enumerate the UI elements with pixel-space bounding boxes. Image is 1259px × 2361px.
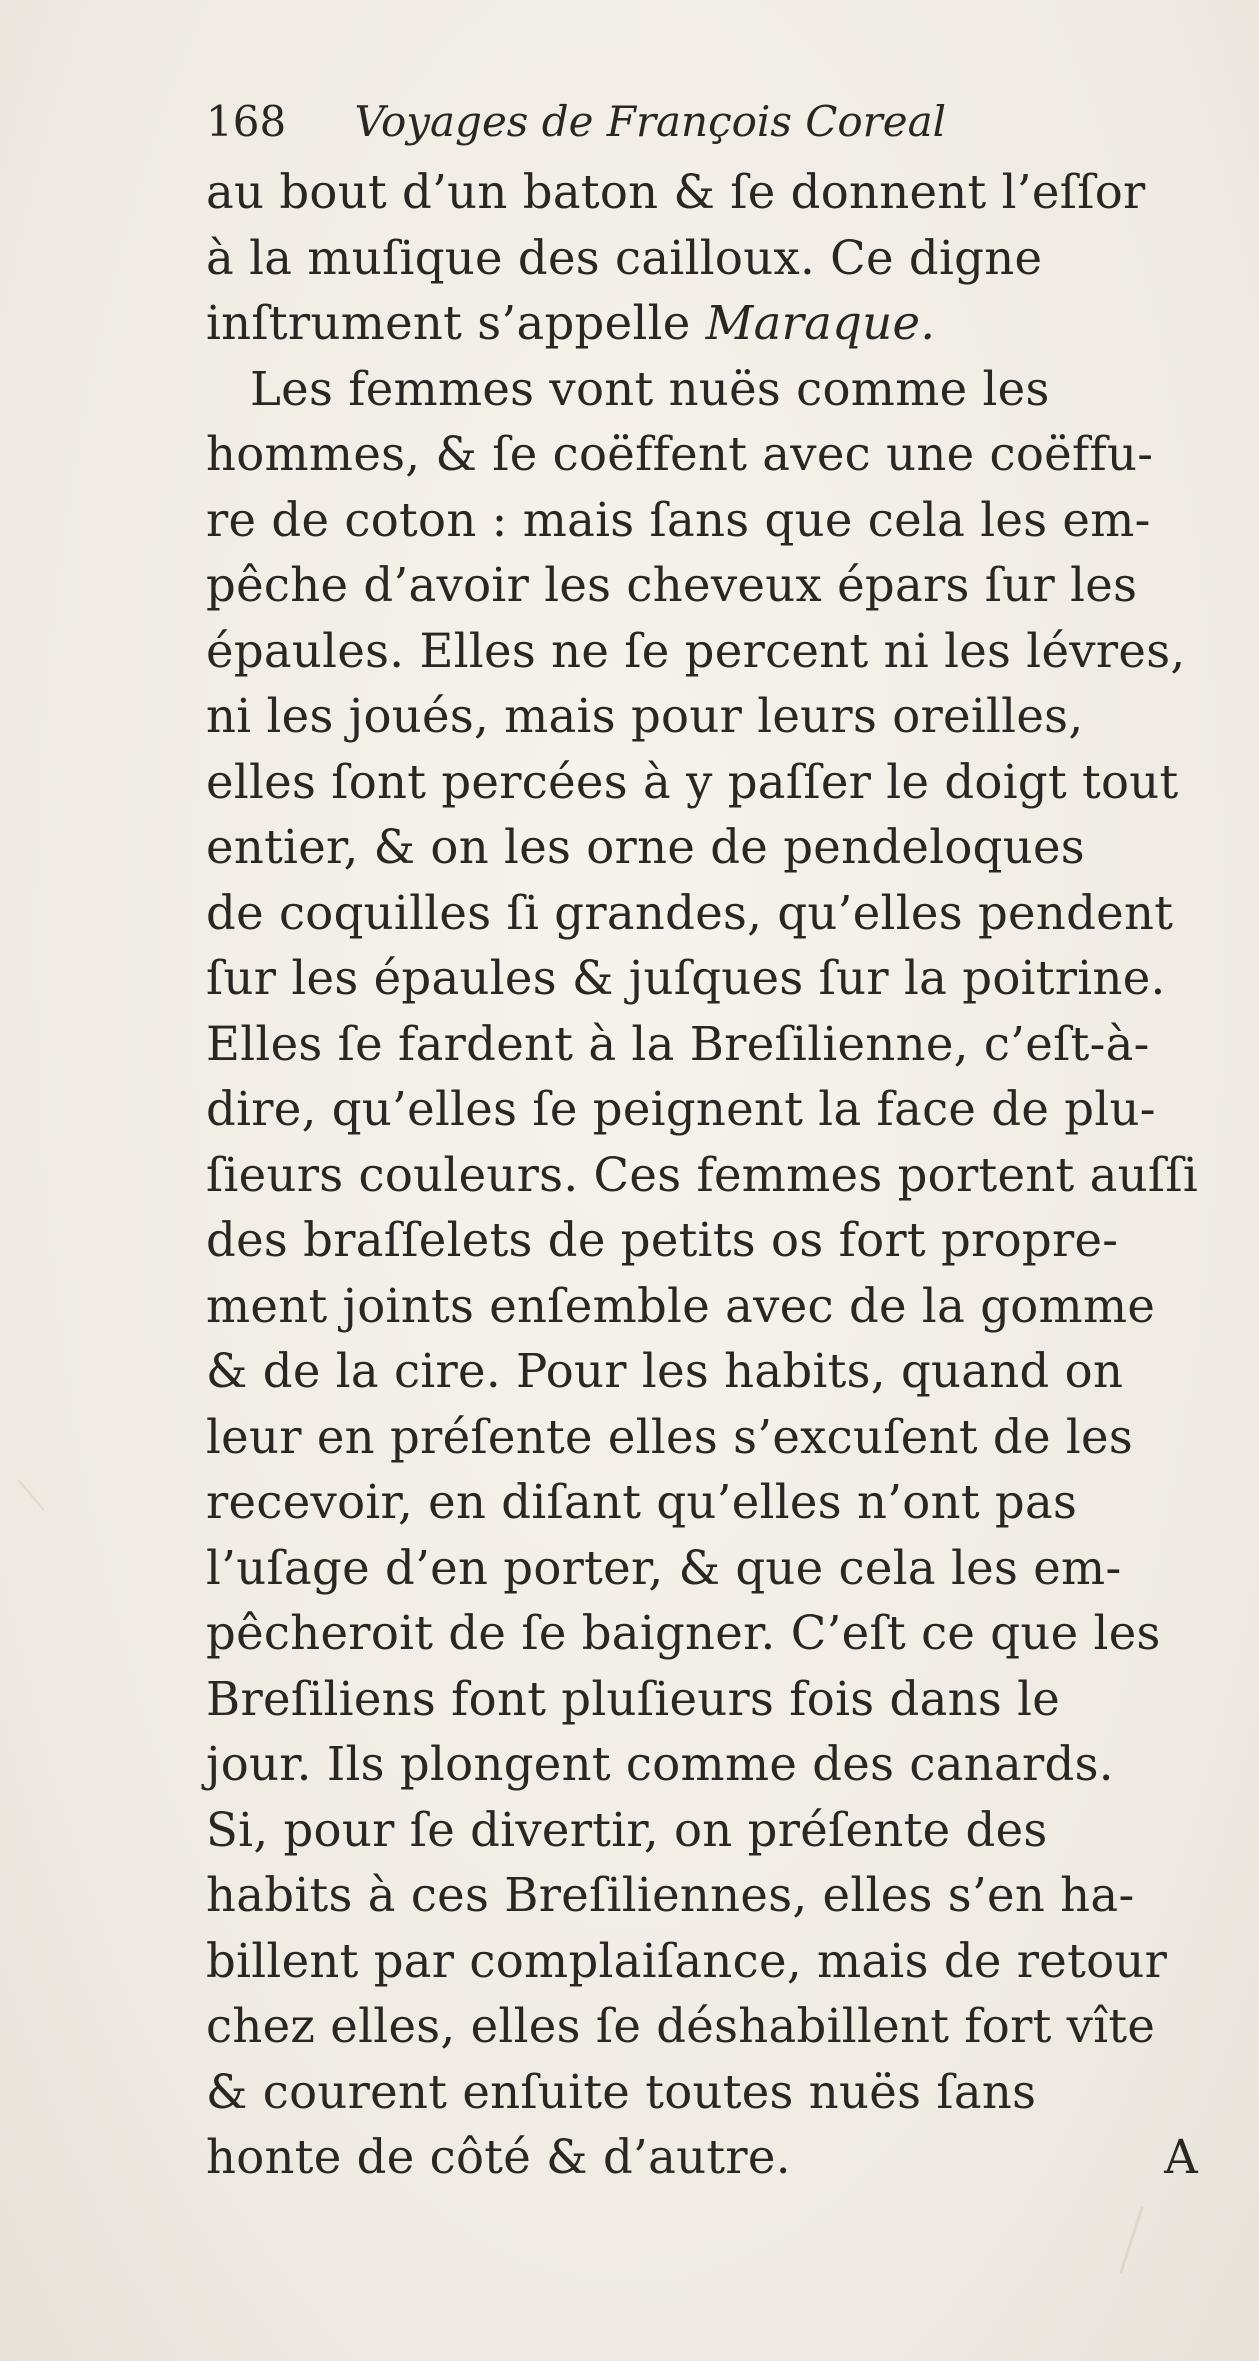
running-title: Voyages de François Coreal [354, 97, 947, 146]
text-line: Breſiliens font pluſieurs fois dans le [206, 1671, 1061, 1726]
text-line: chez elles, elles ſe déshabillent fort vîte [206, 1999, 1156, 2053]
paper-blemish [17, 1479, 44, 1511]
text-line-part: inſtrument s’appelle [206, 296, 706, 350]
text-line: hommes, & ſe coëffent avec une coëffu- [206, 427, 1154, 481]
text-line: ſur les épaules & juſques ſur la poitrine. [206, 951, 1166, 1005]
paragraph-first-line: Les femmes vont nuës comme les [250, 361, 1050, 416]
text-line: ni les joués, mais pour leurs oreilles, [206, 689, 1084, 743]
text-line: billent par complaiſance, mais de retour [206, 1933, 1168, 1988]
body-text [206, 160, 1206, 2191]
text-line: & de la cire. Pour les habits, quand on [206, 1344, 1124, 1398]
text-line: & courent enſuite toutes nuës ſans [206, 2064, 1037, 2119]
text-line: épaules. Elles ne ſe percent ni les lévres, [206, 623, 1186, 678]
italic-word-maraque: Maraque. [705, 296, 936, 350]
text-line: habits à ces Breſiliennes, elles s’en ha- [206, 1868, 1135, 1922]
text-line-part: honte de côté & d’autre. [206, 2130, 791, 2184]
page-header [206, 92, 1106, 152]
text-line: des braſſelets de petits os fort propre- [206, 1213, 1119, 1267]
text-line: pêcheroit de ſe baigner. C’eſt ce que les [206, 1606, 1161, 1660]
text-line: jour. Ils plongent comme des canards. [206, 1737, 1114, 1791]
text-line: entier, & on les orne de pendeloques [206, 820, 1085, 874]
text-line: ſieurs couleurs. Ces femmes portent auſſi [206, 1147, 1199, 1202]
text-line: leur en préſente elles s’excuſent de les [206, 1409, 1134, 1464]
text-line: Elles ſe fardent à la Breſilienne, c’eſt-à- [206, 1016, 1150, 1071]
text-line: de coquilles ſi grandes, qu’elles pendent [206, 885, 1174, 940]
text-line: Si, pour ſe divertir, on préſente des [206, 1802, 1048, 1857]
paper-blemish [1119, 2206, 1143, 2274]
text-line: pêche d’avoir les cheveux épars ſur les [206, 558, 1138, 612]
page-number: 168 [206, 97, 287, 146]
text-line: re de coton : mais ſans que cela les em- [206, 492, 1151, 547]
text-line: dire, qu’elles ſe peignent la face de plu- [206, 1082, 1156, 1136]
text-line: à la muſique des cailloux. Ce digne [206, 230, 1043, 285]
catchword: A [1164, 2130, 1198, 2184]
text-line: l’uſage d’en porter, & que cela les em- [206, 1540, 1122, 1595]
text-line: au bout d’un baton & ſe donnent l’eſſor [206, 165, 1146, 219]
text-line: ment joints enſemble avec de la gomme [206, 1278, 1156, 1333]
text-line: recevoir, en diſant qu’elles n’ont pas [206, 1475, 1078, 1529]
text-line [206, 291, 1206, 357]
text-line-last [206, 2125, 1206, 2191]
text-line: elles ſont percées à y paſſer le doigt tout [206, 754, 1179, 809]
